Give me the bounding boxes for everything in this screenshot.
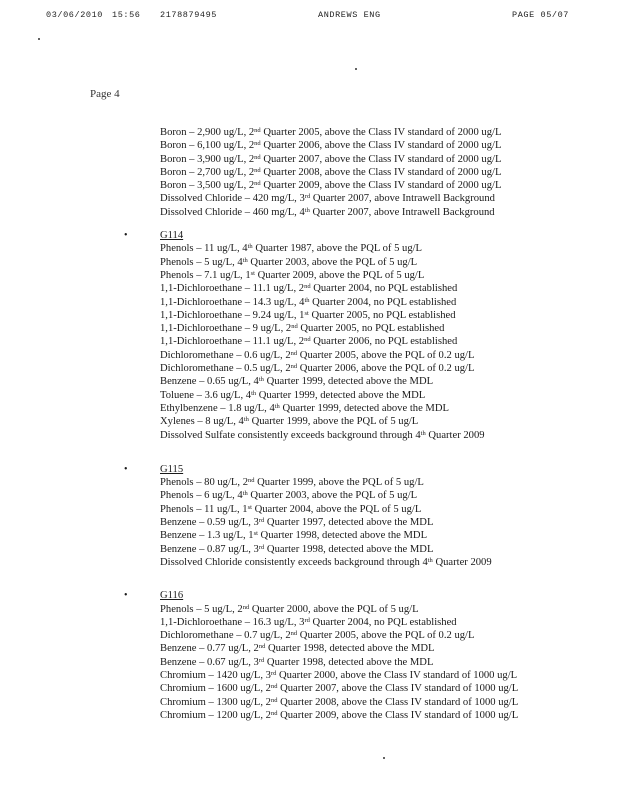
- finding-line: [160, 629, 580, 642]
- fax-phone-number: 2178879495: [160, 10, 218, 20]
- line-text: Quarter 2008, above the Class IV standard of 2000 ug/L: [260, 166, 502, 178]
- ordinal-suffix: st: [247, 503, 252, 511]
- ordinal-suffix: th: [274, 402, 280, 410]
- ordinal-suffix: nd: [254, 140, 261, 148]
- line-text: Phenols – 11 ug/L, 1: [160, 503, 248, 515]
- line-text: Boron – 2,900 ug/L, 2: [160, 127, 255, 138]
- line-text: Quarter 2009, above the Class IV standard of 2000 ug/L: [260, 180, 502, 192]
- line-text: Dissolved Chloride – 420 mg/L, 3: [160, 193, 305, 205]
- ordinal-suffix: rd: [304, 193, 311, 201]
- finding-line: [160, 429, 580, 442]
- ordinal-suffix: th: [242, 256, 248, 264]
- ordinal-suffix: nd: [290, 349, 298, 357]
- line-text: Quarter 2006, above the PQL of 0.2 ug/L: [297, 363, 475, 375]
- line-text: Quarter 2009: [425, 429, 485, 441]
- ordinal-suffix: nd: [254, 180, 261, 188]
- ordinal-suffix: nd: [254, 127, 261, 134]
- line-text: Phenols – 5 ug/L, 2: [160, 603, 243, 615]
- ordinal-suffix: rd: [258, 656, 265, 664]
- scan-speck: [355, 68, 357, 70]
- line-text: Quarter 2003, above the PQL of 5 ug/L: [247, 256, 418, 268]
- fax-sender: ANDREWS ENG: [318, 10, 381, 20]
- line-text: Quarter 2006, no PQL established: [310, 336, 458, 348]
- line-text: 1,1-Dichloroethane – 9.24 ug/L, 1: [160, 309, 305, 321]
- line-text: Quarter 2004, above the PQL of 5 ug/L: [251, 503, 422, 515]
- line-text: Quarter 1999, above the PQL of 5 ug/L: [248, 416, 419, 428]
- ordinal-suffix: nd: [254, 153, 261, 161]
- line-text: Quarter 2000, above the Class IV standard of 1000 ug/L: [276, 669, 518, 681]
- ordinal-suffix: th: [420, 429, 426, 437]
- finding-line: [160, 349, 580, 362]
- finding-line: [160, 256, 580, 269]
- line-text: Dissolved Chloride – 460 mg/L, 4: [160, 206, 305, 218]
- line-text: 1,1-Dichloroethane – 14.3 ug/L, 4: [160, 296, 305, 308]
- ordinal-suffix: rd: [304, 616, 310, 624]
- finding-line: [160, 139, 580, 152]
- line-text: Quarter 2007, above Intrawell Background: [310, 193, 495, 205]
- well-heading: G114: [160, 230, 184, 242]
- line-text: Benzene – 0.67 ug/L, 3: [160, 656, 259, 668]
- page-label: Page 4: [90, 88, 120, 100]
- line-text: Quarter 2000, above the PQL of 5 ug/L: [249, 603, 419, 615]
- line-text: Dichloromethane – 0.6 ug/L, 2: [160, 349, 291, 361]
- line-text: Quarter 2004, no PQL established: [310, 283, 458, 295]
- line-text: Benzene – 0.59 ug/L, 3: [160, 517, 259, 529]
- ordinal-suffix: nd: [304, 283, 311, 291]
- line-text: Phenols – 80 ug/L, 2: [160, 477, 248, 489]
- ordinal-suffix: th: [304, 206, 310, 214]
- ordinal-suffix: nd: [258, 643, 266, 651]
- line-text: Boron – 3,900 ug/L, 2: [160, 153, 255, 165]
- line-text: 1,1-Dichloroethane – 16.3 ug/L, 3: [160, 616, 305, 628]
- fax-page-number: PAGE 05/07: [512, 10, 570, 20]
- line-text: Chromium – 1600 ug/L, 2: [160, 683, 271, 695]
- finding-line: [160, 503, 580, 516]
- bullet-marker: •: [124, 463, 128, 475]
- ordinal-suffix: rd: [270, 669, 277, 677]
- well-section-g116: [124, 589, 580, 722]
- finding-line: [160, 529, 580, 542]
- ordinal-suffix: nd: [254, 166, 261, 174]
- line-text: Dissolved Sulfate consistently exceeds background through 4: [160, 429, 421, 441]
- finding-line: [160, 402, 580, 415]
- finding-line: [160, 642, 580, 655]
- line-text: Dissolved Chloride consistently exceeds background through 4: [160, 556, 428, 568]
- finding-line: [160, 335, 580, 348]
- finding-line: [160, 656, 580, 669]
- finding-line: [160, 682, 580, 695]
- finding-line: [160, 153, 580, 166]
- line-text: Benzene – 0.77 ug/L, 2: [160, 643, 259, 655]
- line-text: Quarter 2005, no PQL established: [297, 323, 445, 335]
- line-text: Boron – 6,100 ug/L, 2: [160, 140, 255, 152]
- ordinal-suffix: th: [242, 490, 248, 498]
- ordinal-suffix: th: [304, 296, 310, 304]
- ordinal-suffix: nd: [291, 323, 298, 331]
- finding-line: [160, 309, 580, 322]
- finding-line: [160, 179, 580, 192]
- line-text: Ethylbenzene – 1.8 ug/L, 4: [160, 402, 275, 414]
- line-text: Benzene – 1.3 ug/L, 1: [160, 530, 254, 542]
- line-text: Quarter 2004, no PQL established: [309, 296, 457, 308]
- line-text: Quarter 1998, detected above the MDL: [264, 656, 434, 668]
- line-text: Quarter 2005, above the Class IV standard of 2000 ug/L: [260, 127, 502, 138]
- fax-header: [0, 10, 619, 24]
- ordinal-suffix: nd: [290, 630, 298, 638]
- ordinal-suffix: st: [253, 530, 258, 538]
- finding-line: [160, 389, 580, 402]
- ordinal-suffix: st: [250, 269, 255, 277]
- line-text: Benzene – 0.87 ug/L, 3: [160, 543, 259, 555]
- ordinal-suffix: th: [258, 376, 264, 384]
- ordinal-suffix: rd: [258, 517, 265, 525]
- line-text: Chromium – 1200 ug/L, 2: [160, 709, 271, 721]
- line-text: Chromium – 1300 ug/L, 2: [160, 696, 271, 708]
- line-text: Phenols – 5 ug/L, 4: [160, 256, 243, 268]
- line-text: Phenols – 6 ug/L, 4: [160, 490, 243, 502]
- line-text: Quarter 2005, above the PQL of 0.2 ug/L: [297, 630, 475, 642]
- finding-line: [160, 269, 580, 282]
- well-heading: G116: [160, 590, 184, 602]
- intro-list: [160, 126, 580, 219]
- ordinal-suffix: th: [247, 243, 253, 251]
- line-text: Boron – 2,700 ug/L, 2: [160, 166, 255, 178]
- ordinal-suffix: st: [304, 309, 309, 317]
- finding-line: [160, 192, 580, 205]
- well-heading: G115: [160, 463, 184, 475]
- ordinal-suffix: nd: [242, 603, 250, 611]
- line-text: 1,1-Dichloroethane – 11.1 ug/L, 2: [160, 283, 305, 295]
- finding-line: [160, 696, 580, 709]
- line-text: Quarter 2008, above the Class IV standard of 1000 ug/L: [277, 696, 519, 708]
- finding-line: [160, 616, 580, 629]
- line-text: Dichloromethane – 0.7 ug/L, 2: [160, 630, 291, 642]
- ordinal-suffix: nd: [248, 477, 255, 485]
- scan-speck: [383, 757, 385, 759]
- finding-line: [160, 516, 580, 529]
- line-text: Quarter 1999, detected above the MDL: [256, 389, 426, 401]
- line-text: 1,1-Dichloroethane – 11.1 ug/L, 2: [160, 336, 305, 348]
- well-section-g114: [124, 229, 580, 442]
- finding-line: [160, 556, 580, 569]
- line-text: Quarter 2009: [432, 556, 492, 568]
- line-text: Quarter 2007, above the Class IV standard of 2000 ug/L: [260, 153, 502, 165]
- line-text: 1,1-Dichloroethane – 9 ug/L, 2: [160, 323, 292, 335]
- ordinal-suffix: nd: [270, 696, 278, 704]
- line-text: Dichloromethane – 0.5 ug/L, 2: [160, 363, 291, 375]
- scan-speck: [38, 38, 40, 40]
- line-text: Quarter 1998, detected above the MDL: [264, 543, 434, 555]
- ordinal-suffix: nd: [304, 336, 311, 344]
- line-text: Phenols – 7.1 ug/L, 1: [160, 269, 251, 281]
- line-text: Quarter 2009, above the PQL of 5 ug/L: [254, 269, 425, 281]
- finding-line: [160, 476, 580, 489]
- finding-line: [160, 375, 580, 388]
- bullet-marker: •: [124, 590, 128, 602]
- finding-line: [160, 362, 580, 375]
- ordinal-suffix: nd: [290, 363, 298, 371]
- finding-line: [160, 322, 580, 335]
- line-text: Phenols – 11 ug/L, 4: [160, 243, 248, 255]
- finding-line: [160, 126, 580, 139]
- line-text: Quarter 2005, above the PQL of 0.2 ug/L: [297, 349, 475, 361]
- well-sections: [124, 229, 580, 722]
- line-text: Benzene – 0.65 ug/L, 4: [160, 376, 259, 388]
- line-text: Quarter 1998, detected above the MDL: [265, 643, 435, 655]
- ordinal-suffix: th: [251, 389, 257, 397]
- finding-line: [160, 296, 580, 309]
- ordinal-suffix: rd: [258, 543, 265, 551]
- ordinal-suffix: nd: [270, 683, 278, 691]
- finding-line: [160, 166, 580, 179]
- line-text: Quarter 1987, above the PQL of 5 ug/L: [252, 243, 423, 255]
- finding-line: [160, 603, 580, 616]
- line-text: Xylenes – 8 ug/L, 4: [160, 416, 244, 428]
- line-text: Quarter 2007, above Intrawell Background: [309, 206, 495, 218]
- finding-line: [160, 415, 580, 428]
- line-text: Toluene – 3.6 ug/L, 4: [160, 389, 252, 401]
- finding-line: [160, 282, 580, 295]
- line-text: Quarter 2006, above the Class IV standard of 2000 ug/L: [260, 140, 502, 152]
- finding-line: [160, 709, 580, 722]
- line-text: Quarter 1999, detected above the MDL: [279, 402, 449, 414]
- line-text: Quarter 2009, above the Class IV standard of 1000 ug/L: [277, 709, 519, 721]
- ordinal-suffix: nd: [270, 709, 278, 717]
- line-text: Quarter 1998, detected above the MDL: [257, 530, 428, 542]
- finding-line: [160, 206, 580, 219]
- document-body: [124, 126, 580, 722]
- line-text: Boron – 3,500 ug/L, 2: [160, 180, 255, 192]
- line-text: Quarter 2007, above the Class IV standard of 1000 ug/L: [277, 683, 519, 695]
- line-text: Quarter 1997, detected above the MDL: [264, 517, 434, 529]
- finding-line: [160, 543, 580, 556]
- finding-line: [160, 489, 580, 502]
- ordinal-suffix: th: [243, 416, 249, 424]
- ordinal-suffix: th: [427, 556, 433, 564]
- finding-line: [160, 242, 580, 255]
- line-text: Quarter 2004, no PQL established: [309, 616, 457, 628]
- fax-date: 03/06/2010: [46, 10, 104, 20]
- fax-time: 15:56: [112, 10, 141, 20]
- finding-line: [160, 669, 580, 682]
- line-text: Quarter 1999, detected above the MDL: [263, 376, 434, 388]
- line-text: Quarter 2005, no PQL established: [308, 309, 456, 321]
- line-text: Chromium – 1420 ug/L, 3: [160, 669, 271, 681]
- well-section-g115: [124, 463, 580, 569]
- line-text: Quarter 1999, above the PQL of 5 ug/L: [254, 477, 424, 489]
- line-text: Quarter 2003, above the PQL of 5 ug/L: [247, 490, 418, 502]
- bullet-marker: •: [124, 230, 128, 242]
